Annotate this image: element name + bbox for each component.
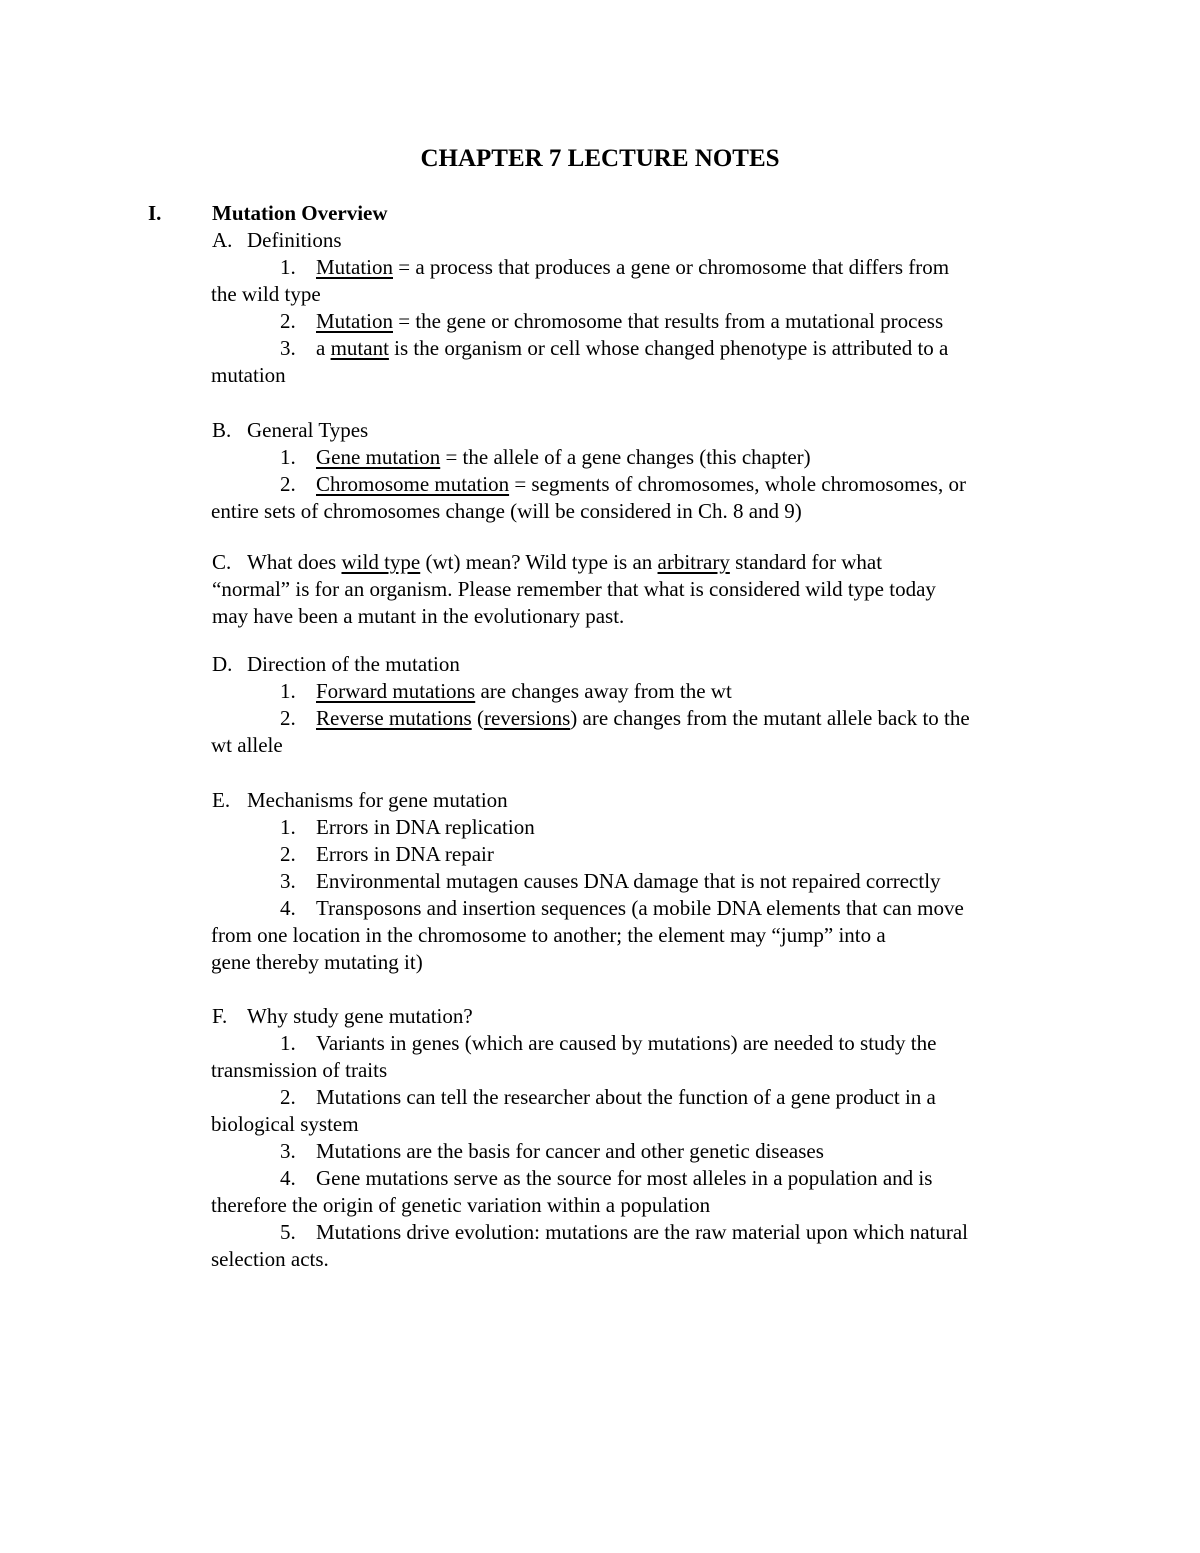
list-item	[212, 471, 1062, 525]
list-item	[212, 841, 1062, 868]
item-text: are changes away from the wt	[475, 679, 732, 703]
item-number: 2.	[280, 309, 296, 333]
item-text: Variants in genes (which are caused by mutations) are needed to study the	[316, 1031, 937, 1055]
heading-text: Mutation Overview	[212, 201, 388, 225]
list-item	[212, 1165, 1062, 1219]
item-text: Environmental mutagen causes DNA damage that is not repaired correctly	[316, 869, 941, 893]
section-c-paragraph	[212, 549, 1062, 630]
item-text: = segments of chromosomes, whole chromosomes, or	[509, 472, 966, 496]
item-text: Mutations can tell the researcher about the function of a gene product in a	[316, 1085, 936, 1109]
list-item	[212, 1219, 1062, 1273]
section-c	[212, 549, 1062, 630]
item-text: is the organism or cell whose changed phenotype is attributed to a	[388, 336, 949, 360]
direction-list	[212, 678, 1062, 759]
item-continuation: entire sets of chromosomes change (will be considered in Ch. 8 and 9)	[211, 499, 802, 523]
mechanisms-list	[212, 814, 1062, 976]
list-item	[212, 868, 1062, 895]
list-item	[212, 895, 1062, 976]
item-continuation: from one location in the chromosome to another; the element may “jump” into a	[211, 923, 886, 947]
section-d	[212, 651, 1062, 759]
item-continuation: the wild type	[211, 282, 321, 306]
item-text: Mutations are the basis for cancer and other genetic diseases	[316, 1139, 824, 1163]
item-continuation: biological system	[211, 1112, 359, 1136]
item-text: Errors in DNA replication	[316, 815, 535, 839]
item-text: = the allele of a gene changes (this chapter)	[440, 445, 811, 469]
section-letter: A.	[212, 228, 233, 252]
item-continuation: therefore the origin of genetic variation within a population	[211, 1193, 711, 1217]
section-b	[212, 417, 1062, 525]
underlined-term: Reverse mutations	[316, 706, 472, 730]
item-number: 1.	[280, 445, 296, 469]
section-label-text: General Types	[247, 418, 369, 442]
section-a	[212, 227, 1062, 389]
item-text: = the gene or chromosome that results from a mutational process	[393, 309, 944, 333]
item-number: 4.	[280, 1166, 296, 1190]
list-item	[212, 1138, 1062, 1165]
item-number: 5.	[280, 1220, 296, 1244]
item-continuation: mutation	[211, 363, 286, 387]
item-text: Transposons and insertion sequences (a mobile DNA elements that can move	[316, 896, 964, 920]
section-f-label	[212, 1003, 1062, 1030]
section-letter: E.	[212, 788, 231, 812]
para-text: What does	[247, 550, 342, 574]
item-number: 3.	[280, 336, 296, 360]
section-label-text: Direction of the mutation	[247, 652, 460, 676]
item-text: a	[316, 336, 331, 360]
item-number: 2.	[280, 1085, 296, 1109]
list-item	[212, 335, 1062, 389]
list-item	[212, 814, 1062, 841]
section-a-label	[212, 227, 1062, 254]
item-number: 3.	[280, 1139, 296, 1163]
item-continuation: transmission of traits	[211, 1058, 388, 1082]
item-text: Errors in DNA repair	[316, 842, 494, 866]
heading-number: I.	[148, 201, 162, 225]
definitions-list	[212, 254, 1062, 389]
underlined-term: Forward mutations	[316, 679, 476, 703]
section-letter: F.	[212, 1004, 228, 1028]
item-text: Gene mutations serve as the source for most alleles in a population and is	[316, 1166, 933, 1190]
item-number: 2.	[280, 472, 296, 496]
list-item	[212, 444, 1062, 471]
item-continuation: wt allele	[211, 733, 283, 757]
item-text: ) are changes from the mutant allele back to the	[570, 706, 970, 730]
item-number: 1.	[280, 255, 296, 279]
list-item	[212, 1030, 1062, 1084]
list-item	[212, 1084, 1062, 1138]
item-number: 2.	[280, 842, 296, 866]
section-letter: B.	[212, 418, 232, 442]
page-title: CHAPTER 7 LECTURE NOTES	[420, 145, 780, 172]
para-text: (wt) mean? Wild type is an	[420, 550, 658, 574]
item-number: 1.	[280, 815, 296, 839]
list-item	[212, 705, 1062, 759]
section-label-text: Why study gene mutation?	[247, 1004, 473, 1028]
list-item	[212, 308, 1062, 335]
section-label-text: Mechanisms for gene mutation	[247, 788, 508, 812]
item-text: (	[471, 706, 484, 730]
list-item	[212, 254, 1062, 308]
section-f	[212, 1003, 1062, 1273]
underlined-term: Gene mutation	[316, 445, 441, 469]
underlined-term: arbitrary	[657, 550, 730, 574]
underlined-term: mutant	[330, 336, 389, 360]
item-number: 4.	[280, 896, 296, 920]
section-e	[212, 787, 1062, 976]
types-list	[212, 444, 1062, 525]
section-letter: C.	[212, 550, 232, 574]
item-continuation: gene thereby mutating it)	[211, 950, 423, 974]
section-label-text: Definitions	[247, 228, 342, 252]
list-item	[212, 678, 1062, 705]
item-number: 1.	[280, 679, 296, 703]
section-b-label	[212, 417, 1062, 444]
underlined-term: Chromosome mutation	[316, 472, 510, 496]
item-number: 2.	[280, 706, 296, 730]
para-text: standard for what	[729, 550, 883, 574]
underlined-term: reversions	[483, 706, 571, 730]
section-heading	[148, 200, 388, 227]
underlined-term: Mutation	[316, 255, 393, 279]
section-d-label	[212, 651, 1062, 678]
underlined-term: Mutation	[316, 309, 393, 333]
item-number: 3.	[280, 869, 296, 893]
section-e-label	[212, 787, 1062, 814]
item-text: Mutations drive evolution: mutations are the raw material upon which natural	[316, 1220, 968, 1244]
item-number: 1.	[280, 1031, 296, 1055]
item-text: = a process that produces a gene or chromosome that differs from	[393, 255, 950, 279]
reasons-list	[212, 1030, 1062, 1273]
item-continuation: selection acts.	[211, 1247, 329, 1271]
underlined-term: wild type	[341, 550, 421, 574]
section-letter: D.	[212, 652, 233, 676]
para-text: may have been a mutant in the evolutionary past.	[212, 604, 625, 628]
para-text: “normal” is for an organism. Please remember that what is considered wild type today	[212, 577, 936, 601]
